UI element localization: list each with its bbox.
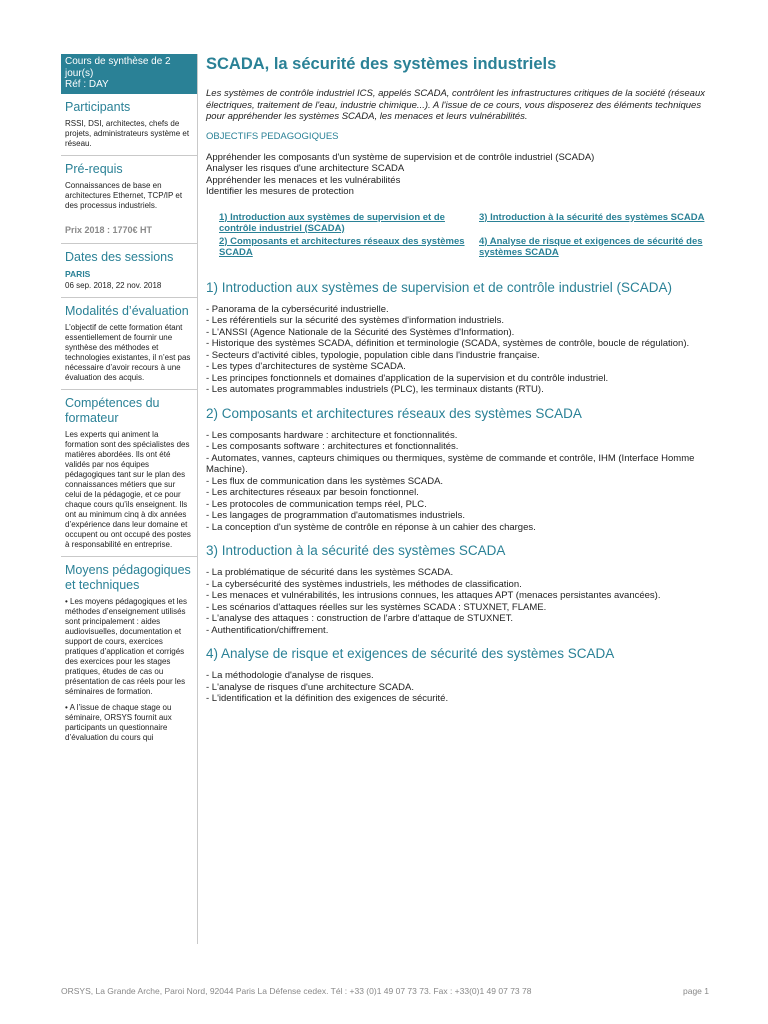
toc-link-section-4[interactable]: 4) Analyse de risque et exigences de sécurité des systèmes SCADA [479,235,703,258]
section-items [206,567,710,636]
section-3 [206,543,710,636]
prerequis-block [61,156,197,244]
list-item: - L'ANSSI (Agence Nationale de la Sécurité des Systèmes d'Information). [206,326,515,338]
toc-link-section-3[interactable]: 3) Introduction à la sécurité des systèmes SCADA [479,211,705,223]
moyens-title: Moyens pédagogiques et techniques [65,562,191,592]
prerequis-title: Pré-requis [65,161,123,176]
list-item: - La cybersécurité des systèmes industriels, les méthodes de classification. [206,578,522,590]
evaluation-title: Modalités d’évaluation [65,303,189,318]
section-items [206,430,710,534]
objective-item: Identifier les mesures de protection [206,186,354,197]
objective-item: Appréhender les menaces et les vulnérabilités [206,174,401,186]
list-item: - Les référentiels sur la sécurité des systèmes d'information industriels. [206,315,505,326]
page-footer [61,986,709,996]
participants-title: Participants [65,99,131,114]
participants-block [61,94,197,156]
objectives-title: OBJECTIFS PEDAGOGIQUES [206,130,339,142]
list-item: - Les menaces et vulnérabilités, les intrusions connues, les attaques APT (menaces persistantes avancées). [206,590,661,601]
list-item: - Les types d'architectures de système SCADA. [206,361,406,372]
sessions-block [61,244,197,298]
course-intro: Les systèmes de contrôle industriel ICS, appelés SCADA, contrôlent les infrastructures critiques de la société (réseaux électriques, traitement de l'eau, industrie chimique...). A l'issue de ce cours, vous disposerez des éléments techniques pour appréhender les systèmes SCADA, les menaces et leurs vulnérabilités. [206,88,705,122]
participants-text: RSSI, DSI, architectes, chefs de projets, administrateurs système et réseau. [65,118,190,148]
list-item: - Authentification/chiffrement. [206,624,329,636]
list-item: - Les flux de communication dans les systèmes SCADA. [206,475,444,487]
list-item: - Les automates programmables industriels (PLC), les terminaux distants (RTU). [206,384,544,395]
page-title: SCADA, la sécurité des systèmes industriels [206,55,557,73]
list-item: - Les architectures réseaux par besoin fonctionnel. [206,487,419,498]
list-item: - Les composants hardware : architecture et fonctionnalités. [206,429,458,441]
page-number: page 1 [683,986,709,996]
course-reference: Réf : DAY [65,79,109,90]
objectives-list [206,152,710,198]
competences-text: Les experts qui animent la formation sont des spécialistes des matières abordées. Ils ont été validés par nos équipes pédagogiques tant sur le plan des connaissances métiers que sur celui de la pédagogie, et ce pour chaque cours qu’ils enseignent. Ils ont au minimum cinq à dix années d’expérience dans leur domaine et occupent ou ont occupé des postes à responsabilité en entreprise. [65,429,191,549]
moyens-block [61,557,197,749]
section-items [206,670,710,705]
list-item: - Historique des systèmes SCADA, définition et terminologie (SCADA, systèmes de contrôle, boucle de régulation). [206,338,690,349]
section-title: 2) Composants et architectures réseaux des systèmes SCADA [206,405,582,421]
moyens-text-2: • A l’issue de chaque stage ou séminaire, ORSYS fournit aux participants un questionnaire d’évaluation du cours qui [65,702,172,742]
evaluation-text: L’objectif de cette formation étant essentiellement de fournir une synthèse des méthodes et technologies existantes, il n’est pas nécessaire d’avoir recours à une évaluation des acquis. [65,322,191,382]
session-city: PARIS [65,268,91,279]
list-item: - Panorama de la cybersécurité industrielle. [206,303,389,315]
main-content [206,54,710,715]
list-item: - Les principes fonctionnels et domaines d'application de la supervision et du contrôle industriel. [206,372,609,384]
footer-address: ORSYS, La Grande Arche, Paroi Nord, 92044 Paris La Défense cedex. Tél : +33 (0)1 49 07 73 73. Fax : +33(0)1 49 07 73 78 [61,986,532,996]
list-item: - Les scénarios d'attaques réelles sur les systèmes SCADA : STUXNET, FLAME. [206,601,547,613]
course-info-header [61,54,197,94]
table-of-contents [206,212,710,258]
list-item: - La méthodologie d'analyse de risques. [206,670,374,681]
evaluation-block [61,298,197,390]
list-item: - Automates, vannes, capteurs chimiques ou thermiques, système de commande et contrôle, IHM (Interface Homme Machine). [206,452,695,475]
section-1 [206,280,710,396]
section-title: 3) Introduction à la sécurité des systèmes SCADA [206,543,506,558]
sessions-title: Dates des sessions [65,249,174,264]
list-item: - Secteurs d'activité cibles, typologie, population cible dans l'industrie française. [206,349,540,361]
list-item: - Les protocoles de communication temps réel, PLC. [206,498,427,510]
course-duration: Cours de synthèse de 2 jour(s) [65,56,171,79]
session-dates: 06 sep. 2018, 22 nov. 2018 [65,280,162,290]
list-item: - L'analyse des attaques : construction de l'arbre d'attaque de STUXNET. [206,613,513,624]
list-item: - Les composants software : architectures et fonctionnalités. [206,441,459,452]
list-item: - L'identification et la définition des exigences de sécurité. [206,693,449,704]
objective-item: Appréhender les composants d'un système de supervision et de contrôle industriel (SCADA) [206,151,595,163]
list-item: - L'analyse de risques d'une architecture SCADA. [206,681,414,693]
sidebar [61,54,198,944]
list-item: - La problématique de sécurité dans les systèmes SCADA. [206,567,454,578]
moyens-text-1: • Les moyens pédagogiques et les méthodes d’enseignement utilisés sont principalement : aides audiovisuelles, documentation et support de cours, exercices pratiques d’application et corrigés des exercices pour les stages pratiques, études de cas ou présentation de cas réels pour les séminaires de formation. [65,596,187,696]
toc-link-section-1[interactable]: 1) Introduction aux systèmes de supervision et de contrôle industriel (SCADA) [219,211,445,234]
prerequis-text: Connaissances de base en architectures Ethernet, TCP/IP et des processus industriels. [65,180,183,210]
section-items [206,304,710,396]
objective-item: Analyser les risques d'une architecture SCADA [206,163,405,174]
section-title: 1) Introduction aux systèmes de supervision et de contrôle industriel (SCADA) [206,279,672,295]
list-item: - La conception d'un système de contrôle en réponse à un cahier des charges. [206,521,536,533]
price: Prix 2018 : 1770€ HT [65,224,153,235]
section-2 [206,406,710,534]
competences-block [61,390,197,557]
list-item: - Les langages de programmation d'automatismes industriels. [206,510,465,521]
section-title: 4) Analyse de risque et exigences de sécurité des systèmes SCADA [206,646,615,661]
competences-title: Compétences du formateur [65,395,160,425]
toc-link-section-2[interactable]: 2) Composants et architectures réseaux des systèmes SCADA [219,235,465,258]
section-4 [206,646,710,705]
